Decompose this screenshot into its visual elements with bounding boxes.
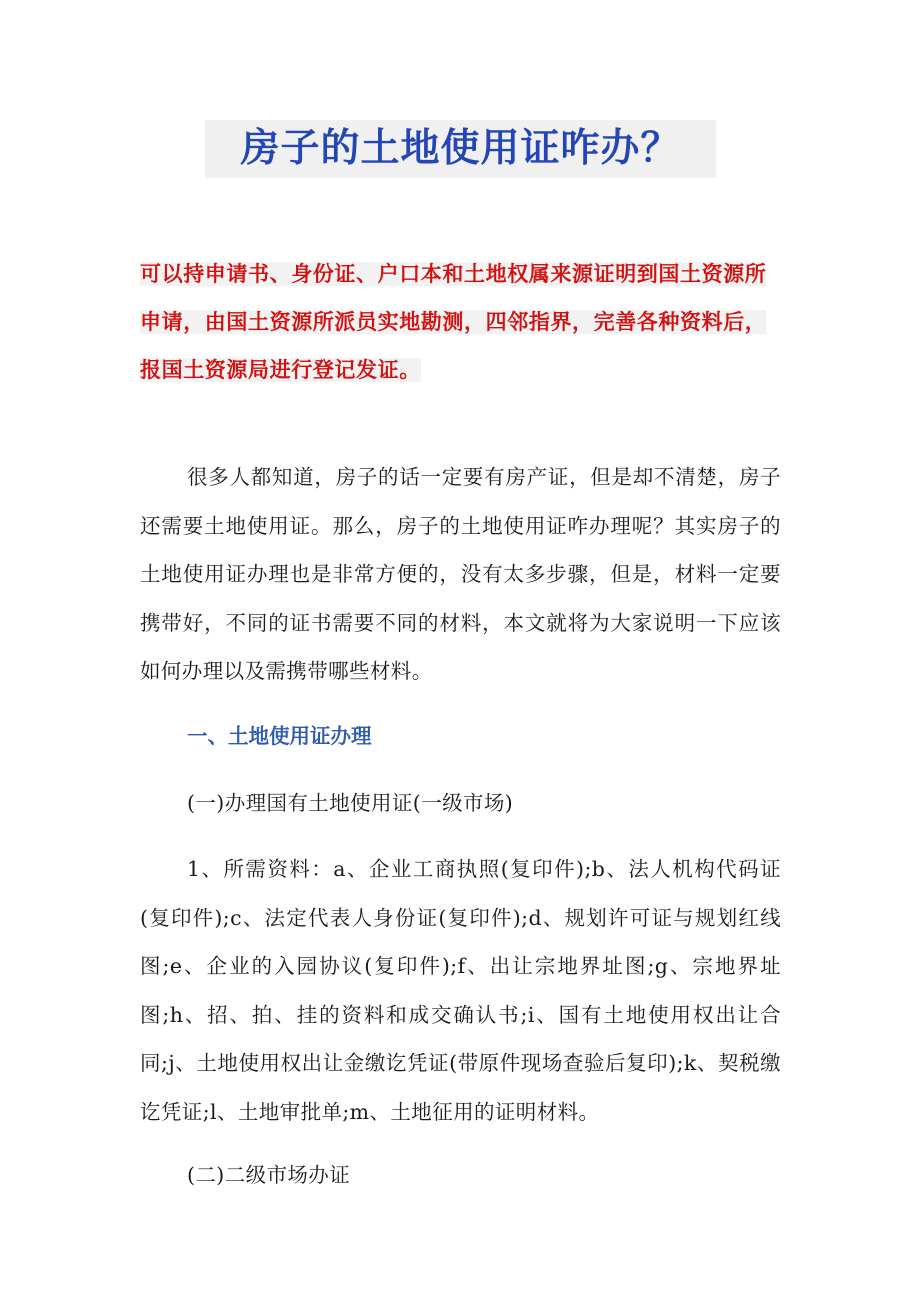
summary-paragraph (140, 250, 781, 394)
page-title: 房子的土地使用证咋办？ (240, 126, 681, 171)
section-heading: 一、土地使用证办理 (187, 724, 372, 748)
subsection-heading-1: (一)办理国有土地使用证(一级市场) (187, 791, 514, 815)
summary-text: 可以持申请书、身份证、户口本和土地权属来源证明到国土资源所申请，由国土资源所派员实地勘测，四邻指界，完善各种资料后，报国土资源局进行登记发证。 (140, 262, 767, 382)
subsection-heading-2: (二)二级市场办证 (187, 1163, 351, 1187)
materials-paragraph: 1、所需资料：a、企业工商执照(复印件);b、法人机构代码证(复印件);c、法定代表人身份证(复印件);d、规划许可证与规划红线图;e、企业的入园协议(复印件);f、出让宗地界址图;g、宗地界址图;h、招、拍、挂的资料和成交确认书;i、国有土地使用权出让合同;j、土地使用权出让金缴讫凭证(带原件现场查验后复印);k、契税缴讫凭证;l、土地审批单;m、土地征用的证明材料。 (140, 857, 781, 1124)
title-highlight (205, 120, 716, 178)
intro-paragraph: 很多人都知道，房子的话一定要有房产证，但是却不清楚，房子还需要土地使用证。那么，房子的土地使用证咋办理呢？其实房子的土地使用证办理也是非常方便的，没有太多步骤，但是，材料一定要携带好，不同的证书需要不同的材料，本文就将为大家说明一下应该如何办理以及需携带哪些材料。 (140, 465, 781, 683)
